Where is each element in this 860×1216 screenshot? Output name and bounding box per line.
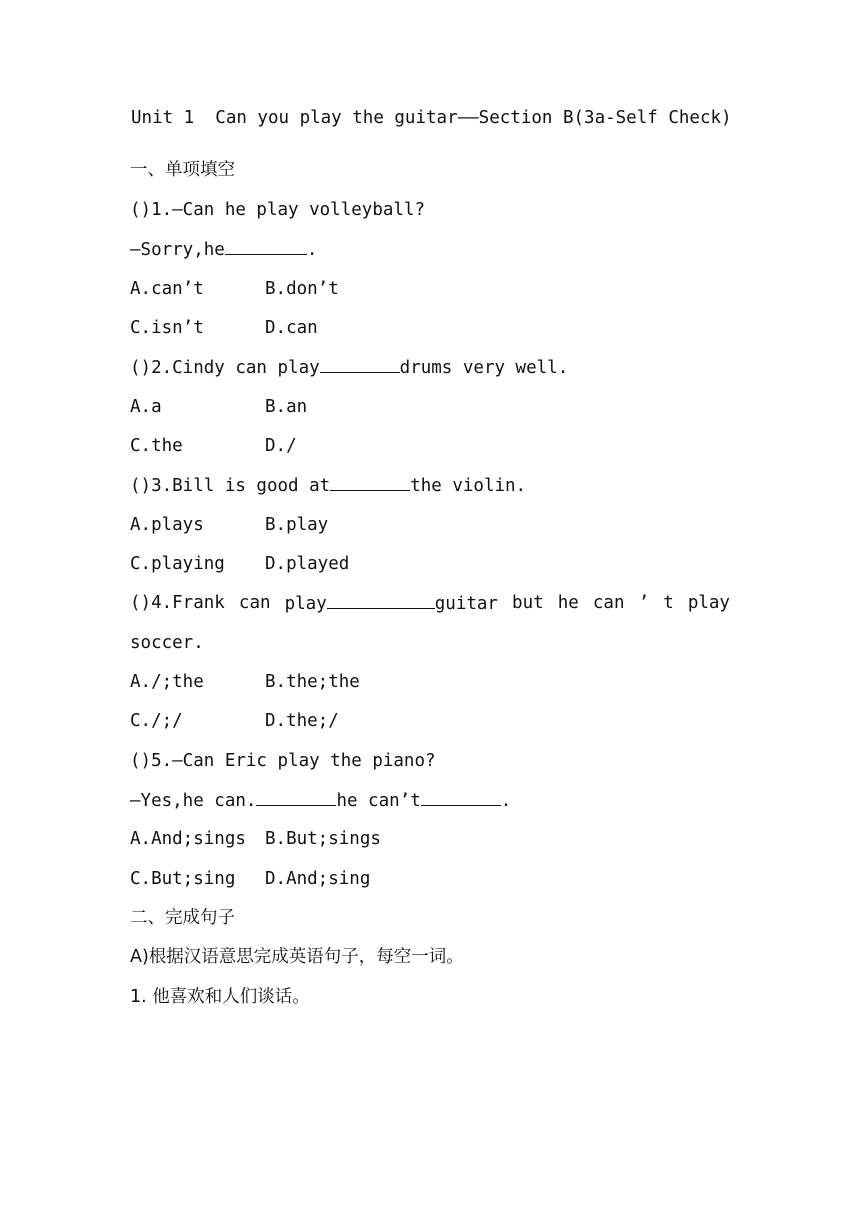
question-1-option-b: B.don’t	[265, 279, 339, 299]
question-2-option-c: C.the	[130, 436, 183, 456]
question-1-option-a: A.can’t	[130, 279, 204, 299]
question-2-stem-prefix: ()2.Cindy can play	[130, 358, 320, 378]
question-3-stem-suffix: the violin.	[410, 476, 527, 496]
question-3-option-d: D.played	[265, 554, 350, 574]
section-2-instruction: A)根据汉语意思完成英语句子，每空一词。	[130, 947, 464, 967]
question-3-option-b: B.play	[265, 515, 329, 535]
question-2-option-a: A.a	[130, 397, 162, 417]
question-2-blank	[320, 356, 400, 373]
question-4-stem-line2: soccer.	[130, 633, 204, 653]
question-4-option-b: B.the;the	[265, 672, 360, 692]
question-4-blank-group	[285, 592, 498, 615]
question-5-blank-1	[256, 789, 336, 806]
question-1-blank	[225, 238, 307, 255]
section-heading-complete-sentences: 二、完成句子	[130, 908, 235, 928]
question-4-word: play	[284, 594, 327, 614]
document-title: Unit 1 Can you play the guitar——Section B(3a-Self Check)	[131, 108, 732, 128]
question-5-option-a: A.And;sings	[130, 829, 246, 849]
question-4-word: can	[592, 593, 625, 613]
question-2-option-d: D./	[265, 436, 297, 456]
question-2-stem-suffix: drums very well.	[399, 358, 569, 378]
question-4-word: he	[557, 593, 579, 613]
question-5-option-c: C.But;sing	[130, 869, 236, 889]
question-1-option-c: C.isn’t	[130, 318, 204, 338]
question-1-answer-line	[130, 238, 317, 261]
question-2-stem	[130, 356, 568, 379]
question-1-stem: ()1.—Can he play volleyball?	[130, 200, 426, 220]
question-5-option-b: B.But;sings	[265, 829, 381, 849]
question-5-answer-line	[130, 789, 511, 812]
question-5-stem: ()5.—Can Eric play the piano?	[130, 751, 436, 771]
question-4-word: t	[663, 593, 674, 613]
question-5-blank-2	[421, 789, 501, 806]
question-3-stem	[130, 474, 526, 497]
section-2-item-1: 1. 他喜欢和人们谈话。	[130, 987, 310, 1007]
question-3-blank	[330, 474, 410, 491]
question-1-answer-suffix: .	[306, 240, 318, 260]
question-4-blank	[327, 592, 435, 609]
question-5-answer-prefix: —Yes,he can.	[130, 791, 257, 811]
question-4-option-a: A./;the	[130, 672, 204, 692]
question-3-option-c: C.playing	[130, 554, 225, 574]
question-4-option-c: C./;/	[130, 711, 183, 731]
question-5-answer-middle: he can’t	[336, 791, 421, 811]
question-4-option-d: D.the;/	[265, 711, 339, 731]
question-4-stem-line1	[130, 592, 730, 615]
question-4-word: can	[238, 593, 271, 613]
question-4-word: ()4.Frank	[130, 593, 225, 613]
question-1-answer-prefix: —Sorry,he	[130, 240, 225, 260]
question-5-answer-suffix: .	[500, 791, 512, 811]
question-2-option-b: B.an	[265, 397, 308, 417]
question-4-word: guitar	[434, 594, 498, 614]
question-5-option-d: D.And;sing	[265, 869, 371, 889]
question-4-word: but	[512, 593, 544, 613]
section-heading-single-choice: 一、单项填空	[130, 160, 235, 180]
question-3-stem-prefix: ()3.Bill is good at	[130, 476, 331, 496]
question-1-option-d: D.can	[265, 318, 318, 338]
question-4-word: ’	[638, 593, 650, 613]
question-4-word: play	[687, 593, 730, 613]
question-3-option-a: A.plays	[130, 515, 204, 535]
